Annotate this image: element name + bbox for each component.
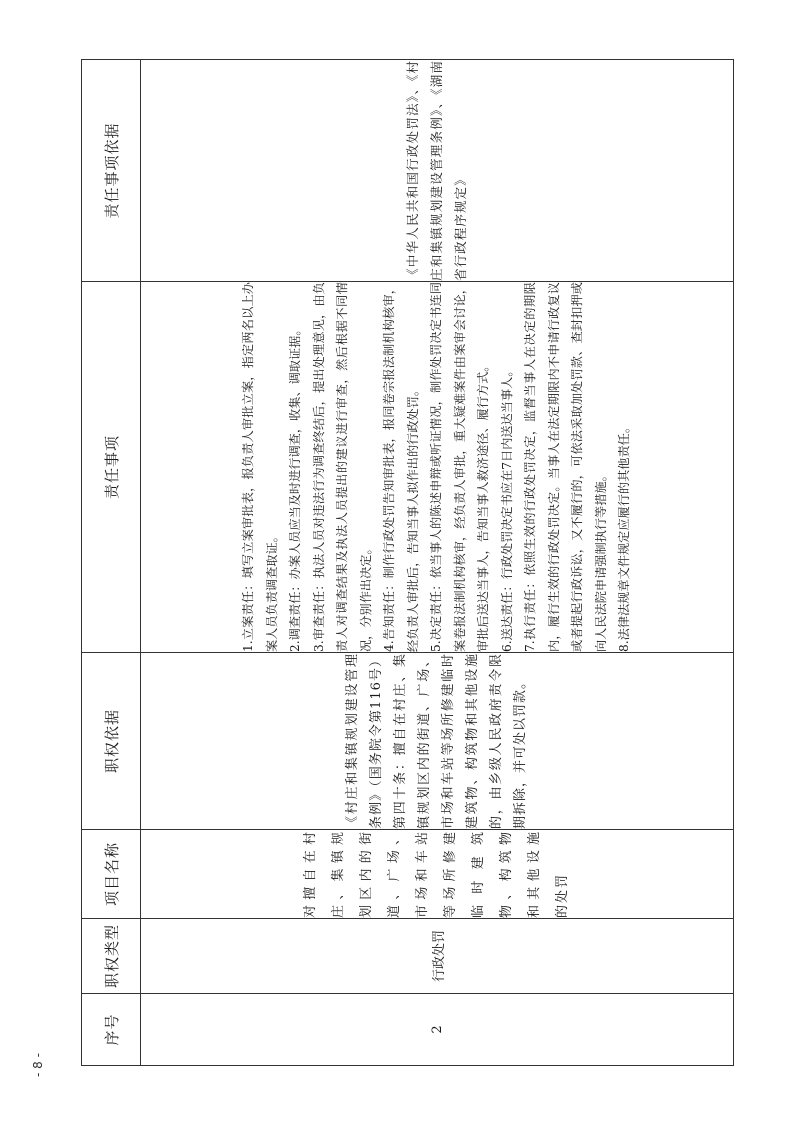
cell-responsibility-items [141,282,734,653]
cell-no: 2 [141,994,734,1066]
responsibility-item: 7.执行责任：依照生效的行政处罚决定，监督当事人在决定的期限内，履行生效的行政处罚决定。当事人在法定期限内不申请行政复议或者提起行政诉讼，又不履行的，可依法采取加处罚款、查封扣押或向人民法院申请强制执行等措施。 [523,282,608,652]
header-responsibility: 责任事项 [82,282,141,653]
table-row [141,60,734,1066]
header-duty-basis: 责任事项依据 [82,60,141,282]
responsibility-item: 8.法律法规章文件规定应履行的其他责任。 [617,420,632,652]
responsibility-item: 1.立案责任：填写立案审批表，报负责人审批立案，指定两名以上办案人员负责调查取证。 [241,282,279,652]
table-header-row [82,60,141,1066]
responsibility-item: 6.送达责任：行政处罚决定书应在7日内送达当事人。 [499,364,514,652]
rotated-table-sheet [81,60,734,1066]
page-number: - 8 - [31,1053,45,1077]
cell-type: 行政处罚 [141,919,734,994]
cell-authority-basis: 《村庄和集镇规划建设管理条例》（国务院令第116号）第四十条：擅自在村庄、集镇规划区内的街道、广场、市场和车站等场所修建临时建筑物、构筑物和其他设施的，由乡级人民政府责令限期拆除，并可处以罚款。 [141,653,734,830]
header-type: 职权类型 [82,919,141,994]
responsibility-table [81,59,734,1066]
responsibility-item: 2.调查责任：办案人员应当及时进行调查，收集、调取证据。 [288,323,303,652]
cell-item-name: 对擅自在村庄、集镇规划区内的街道、广场、市场和车站等场所修建临时建筑物、构筑物和其他设施的处罚 [141,830,734,919]
header-basis: 职权依据 [82,653,141,830]
responsibility-item: 3.审查责任：执法人员对违法行为调查终结后，提出处理意见，由负责人对调查结果及执法人员提出的建议进行审查，然后根据不同情况，分别作出决定。 [311,282,373,652]
responsibility-item: 5.决定责任：依当事人的陈述申辩或听证情况，制作处罚决定书连同案卷报法制机构核审，经负责人审批，重大疑难案件由案审会讨论，审批后送达当事人，告知当事人救济途径、履行方式。 [429,282,491,652]
responsibility-item: 4.告知责任：制作行政处罚告知审批表，报同卷宗报法制机构核审，经负责人审批后，告知当事人拟作出的行政处罚。 [382,282,420,652]
header-no: 序号 [82,994,141,1066]
cell-duty-basis: 《中华人民共和国行政处罚法》、《村庄和集镇规划建设管理条例》、《湖南省行政程序规定》 [141,60,734,282]
header-name: 项目名称 [82,830,141,919]
